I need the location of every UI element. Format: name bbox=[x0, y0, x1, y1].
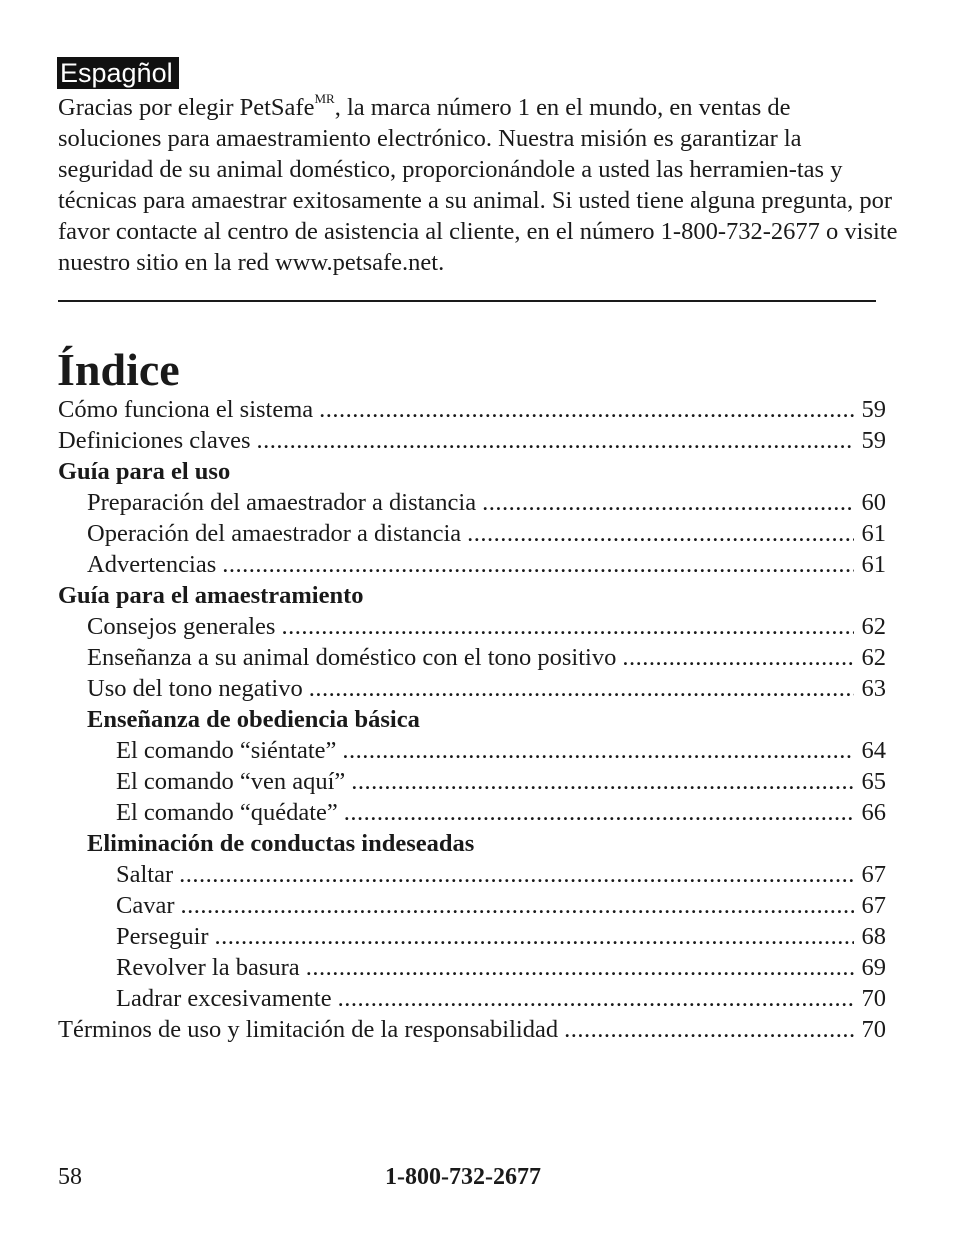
table-of-contents bbox=[58, 394, 886, 1045]
toc-page-number: 63 bbox=[861, 675, 886, 702]
toc-page-number: 62 bbox=[861, 613, 886, 640]
toc-page-number: 62 bbox=[861, 644, 886, 671]
toc-entry[interactable] bbox=[58, 611, 886, 642]
toc-entry-label: Uso del tono negativo bbox=[87, 675, 303, 702]
toc-dot-leader bbox=[338, 983, 854, 1014]
toc-dot-leader bbox=[281, 611, 854, 642]
toc-dot-leader bbox=[467, 518, 854, 549]
toc-page-number: 59 bbox=[861, 427, 886, 454]
toc-entry-label: Cómo funciona el sistema bbox=[58, 396, 314, 423]
intro-text-start: Gracias por elegir PetSafe bbox=[58, 94, 315, 121]
toc-entry[interactable] bbox=[58, 673, 886, 704]
toc-entry[interactable] bbox=[58, 1014, 886, 1045]
toc-entry[interactable] bbox=[58, 642, 886, 673]
toc-page-number: 61 bbox=[861, 551, 886, 578]
toc-entry[interactable] bbox=[58, 735, 886, 766]
toc-page-number: 68 bbox=[861, 923, 886, 950]
language-label: Espagñol bbox=[57, 57, 179, 89]
toc-page-number: 60 bbox=[861, 489, 886, 516]
toc-section-heading bbox=[58, 456, 886, 487]
toc-entry[interactable] bbox=[58, 425, 886, 456]
toc-dot-leader bbox=[181, 890, 855, 921]
intro-text-rest: , la marca número 1 en el mundo, en ventas de soluciones para amaestramiento electrónico. Nuestra misión es garantizar la seguridad de su animal doméstico, proporcionándole a usted las herramien-tas y técnicas para amaestrar exitosamente a su animal. Si usted tiene alguna pregunta, por favor contacte al centro de asistencia al cliente, en el número 1-800-732-2677 o visite nuestro sitio en la red www.petsafe.net. bbox=[58, 94, 898, 276]
toc-entry-label: Saltar bbox=[116, 861, 174, 888]
toc-entry[interactable] bbox=[58, 518, 886, 549]
toc-page-number: 65 bbox=[861, 768, 886, 795]
toc-page-number: 67 bbox=[861, 892, 886, 919]
toc-page-number: 59 bbox=[861, 396, 886, 423]
toc-entry-label: Cavar bbox=[116, 892, 175, 919]
toc-dot-leader bbox=[222, 549, 854, 580]
toc-entry[interactable] bbox=[58, 549, 886, 580]
toc-entry[interactable] bbox=[58, 797, 886, 828]
toc-entry-label: Eliminación de conductas indeseadas bbox=[87, 830, 475, 857]
toc-page-number: 70 bbox=[861, 1016, 886, 1043]
toc-dot-leader bbox=[564, 1014, 854, 1045]
toc-section-heading bbox=[58, 704, 886, 735]
toc-entry[interactable] bbox=[58, 890, 886, 921]
page-title: Índice bbox=[57, 344, 180, 395]
toc-entry[interactable] bbox=[58, 921, 886, 952]
toc-entry-label: Ladrar excesivamente bbox=[116, 985, 332, 1012]
section-divider bbox=[58, 300, 876, 302]
toc-entry-label: Definiciones claves bbox=[58, 427, 251, 454]
toc-entry[interactable] bbox=[58, 487, 886, 518]
toc-dot-leader bbox=[179, 859, 854, 890]
toc-entry[interactable] bbox=[58, 859, 886, 890]
toc-dot-leader bbox=[319, 394, 854, 425]
toc-dot-leader bbox=[342, 735, 854, 766]
trademark-mark: MR bbox=[314, 90, 335, 106]
toc-entry-label: Guía para el uso bbox=[58, 458, 231, 485]
toc-page-number: 66 bbox=[861, 799, 886, 826]
toc-page-number: 61 bbox=[861, 520, 886, 547]
toc-page-number: 69 bbox=[861, 954, 886, 981]
toc-entry-label: Perseguir bbox=[116, 923, 209, 950]
toc-entry-label: Enseñanza de obediencia básica bbox=[87, 706, 420, 733]
toc-entry[interactable] bbox=[58, 766, 886, 797]
toc-entry-label: Consejos generales bbox=[87, 613, 276, 640]
toc-entry-label: El comando “quédate” bbox=[116, 799, 338, 826]
toc-dot-leader bbox=[344, 797, 854, 828]
footer-phone: 1-800-732-2677 bbox=[385, 1164, 541, 1190]
intro-paragraph bbox=[58, 92, 898, 278]
toc-page-number: 67 bbox=[861, 861, 886, 888]
toc-page-number: 64 bbox=[861, 737, 886, 764]
toc-entry[interactable] bbox=[58, 394, 886, 425]
toc-dot-leader bbox=[482, 487, 854, 518]
toc-entry-label: Enseñanza a su animal doméstico con el tono positivo bbox=[87, 644, 617, 671]
toc-dot-leader bbox=[309, 673, 854, 704]
toc-dot-leader bbox=[306, 952, 854, 983]
toc-entry-label: Revolver la basura bbox=[116, 954, 300, 981]
toc-entry-label: El comando “ven aquí” bbox=[116, 768, 346, 795]
toc-entry-label: Preparación del amaestrador a distancia bbox=[87, 489, 477, 516]
footer-page-number: 58 bbox=[58, 1164, 82, 1190]
toc-entry-label: Términos de uso y limitación de la responsabilidad bbox=[58, 1016, 559, 1043]
toc-page-number: 70 bbox=[861, 985, 886, 1012]
toc-entry-label: El comando “siéntate” bbox=[116, 737, 337, 764]
toc-dot-leader bbox=[215, 921, 854, 952]
toc-dot-leader bbox=[351, 766, 854, 797]
toc-entry-label: Operación del amaestrador a distancia bbox=[87, 520, 462, 547]
toc-section-heading bbox=[58, 580, 886, 611]
toc-dot-leader bbox=[257, 425, 854, 456]
toc-entry[interactable] bbox=[58, 952, 886, 983]
toc-entry-label: Advertencias bbox=[87, 551, 217, 578]
toc-entry-label: Guía para el amaestramiento bbox=[58, 582, 364, 609]
toc-entry[interactable] bbox=[58, 983, 886, 1014]
toc-dot-leader bbox=[622, 642, 854, 673]
toc-section-heading bbox=[58, 828, 886, 859]
